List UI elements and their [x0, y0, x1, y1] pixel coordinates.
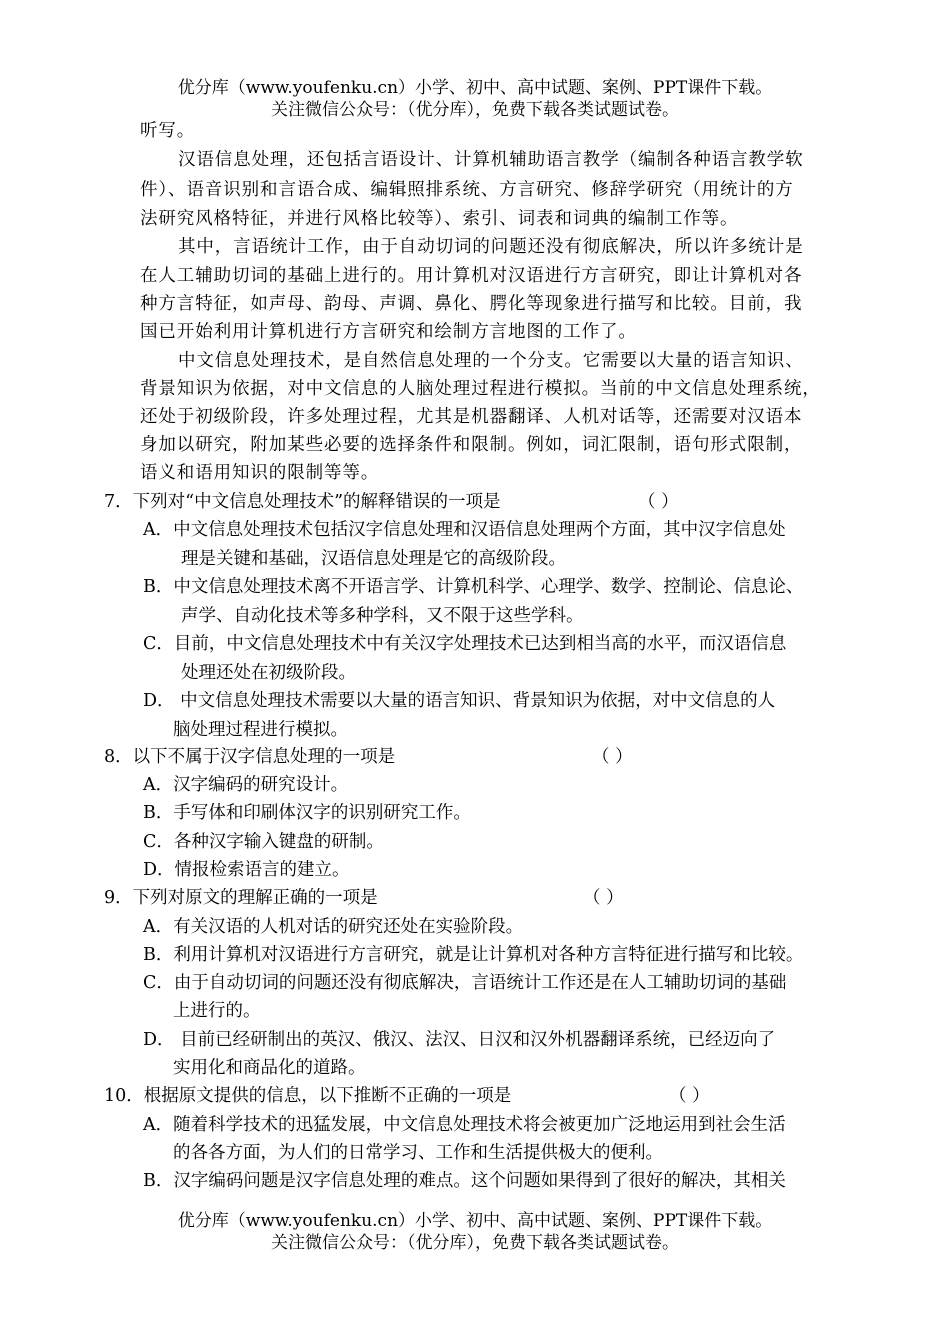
q10-option-a: A．随着科学技术的迅猛发展，中文信息处理技术将会被更加广泛地运用到社会生活: [143, 1115, 786, 1135]
q7-option-c: C．目前，中文信息处理技术中有关汉字处理技术已达到相当高的水平，而汉语信息: [143, 634, 787, 654]
q7-option-a-cont: 理是关键和基础，汉语信息处理是它的高级阶段。: [181, 549, 566, 569]
question-9-answer-blank: （ ）: [583, 888, 624, 908]
q8-option-d: D．情报检索语言的建立。: [143, 860, 350, 880]
passage-line: 种方言特征，如声母、韵母、声调、鼻化、腭化等现象进行描写和比较。目前，我: [140, 294, 803, 314]
passage-line: 其中，言语统计工作，由于自动切词的问题还没有彻底解决，所以许多统计是: [178, 237, 804, 257]
page-footer-line1: 优分库（www.youfenku.cn）小学、初中、高中试题、案例、PPT课件下载。: [177, 1211, 773, 1231]
q9-option-c-cont: 上进行的。: [173, 1001, 261, 1021]
question-8-answer-blank: （ ）: [592, 747, 633, 767]
passage-line: 背景知识为依据，对中文信息的人脑处理过程进行模拟。当前的中文信息处理系统，: [140, 379, 821, 399]
q7-option-b: B．中文信息处理技术离不开语言学、计算机科学、心理学、数学、控制论、信息论、: [143, 577, 804, 597]
passage-line: 在人工辅助切词的基础上进行的。用计算机对汉语进行方言研究，即让计算机对各: [140, 266, 803, 286]
q9-option-d: D． 目前已经研制出的英汉、俄汉、法汉、日汉和汉外机器翻译系统，已经迈向了: [143, 1030, 776, 1050]
question-10-stem: 10．根据原文提供的信息，以下推断不正确的一项是: [104, 1086, 512, 1106]
question-10-answer-blank: （ ）: [669, 1086, 710, 1106]
q8-option-a: A．汉字编码的研究设计。: [143, 775, 349, 795]
passage-line: 国已开始利用计算机进行方言研究和绘制方言地图的工作了。: [140, 322, 637, 342]
page-header-line1: 优分库（www.youfenku.cn）小学、初中、高中试题、案例、PPT课件下载。: [177, 78, 773, 98]
passage-line: 法研究风格特征，并进行风格比较等）、索引、词表和词典的编制工作等。: [140, 209, 739, 229]
q8-option-c: C．各种汉字输入键盘的研制。: [143, 832, 384, 852]
question-7-stem: 7．下列对“中文信息处理技术”的解释错误的一项是: [104, 492, 501, 512]
q7-option-c-cont: 处理还处在初级阶段。: [181, 663, 356, 683]
q10-option-b: B．汉字编码问题是汉字信息处理的难点。这个问题如果得到了很好的解决，其相关: [143, 1171, 786, 1191]
passage-line: 件）、语音识别和言语合成、编辑照排系统、方言研究、修辞学研究（用统计的方: [140, 180, 794, 200]
passage-line: 身加以研究，附加某些必要的选择条件和限制。例如，词汇限制，语句形式限制，: [140, 435, 803, 455]
q8-option-b: B．手写体和印刷体汉字的识别研究工作。: [143, 803, 471, 823]
q7-option-d-cont: 脑处理过程进行模拟。: [173, 720, 348, 740]
q9-option-d-cont: 实用化和商品化的道路。: [173, 1058, 366, 1078]
q10-option-a-cont: 的各各方面，为人们的日常学习、工作和生活提供极大的便利。: [173, 1143, 663, 1163]
q9-option-b: B．利用计算机对汉语进行方言研究，就是让计算机对各种方言特征进行描写和比较。: [143, 945, 804, 965]
question-8-stem: 8．以下不属于汉字信息处理的一项是: [104, 747, 396, 767]
passage-line: 中文信息处理技术，是自然信息处理的一个分支。它需要以大量的语言知识、: [178, 351, 804, 371]
q7-option-b-cont: 声学、自动化技术等多种学科，又不限于这些学科。: [181, 606, 584, 626]
page-footer-line2: 关注微信公众号：（优分库），免费下载各类试题试卷。: [271, 1233, 679, 1253]
passage-line: 语义和语用知识的限制等等。: [140, 463, 380, 483]
q9-option-c: C．由于自动切词的问题还没有彻底解决，言语统计工作还是在人工辅助切词的基础: [143, 973, 787, 993]
page-header-line2: 关注微信公众号：（优分库），免费下载各类试题试卷。: [271, 100, 679, 120]
q9-option-a: A．有关汉语的人机对话的研究还处在实验阶段。: [143, 917, 524, 937]
question-9-stem: 9．下列对原文的理解正确的一项是: [104, 888, 378, 908]
passage-line: 汉语信息处理，还包括言语设计、计算机辅助语言教学（编制各种语言教学软: [178, 150, 804, 170]
question-7-answer-blank: （ ）: [638, 492, 679, 512]
passage-line: 还处于初级阶段，许多处理过程，尤其是机器翻译、人机对话等，还需要对汉语本: [140, 407, 803, 427]
passage-line: 听写。: [140, 121, 196, 141]
q7-option-d: D． 中文信息处理技术需要以大量的语言知识、背景知识为依据，对中文信息的人: [143, 691, 776, 711]
q7-option-a: A．中文信息处理技术包括汉字信息处理和汉语信息处理两个方面，其中汉字信息处: [143, 520, 786, 540]
